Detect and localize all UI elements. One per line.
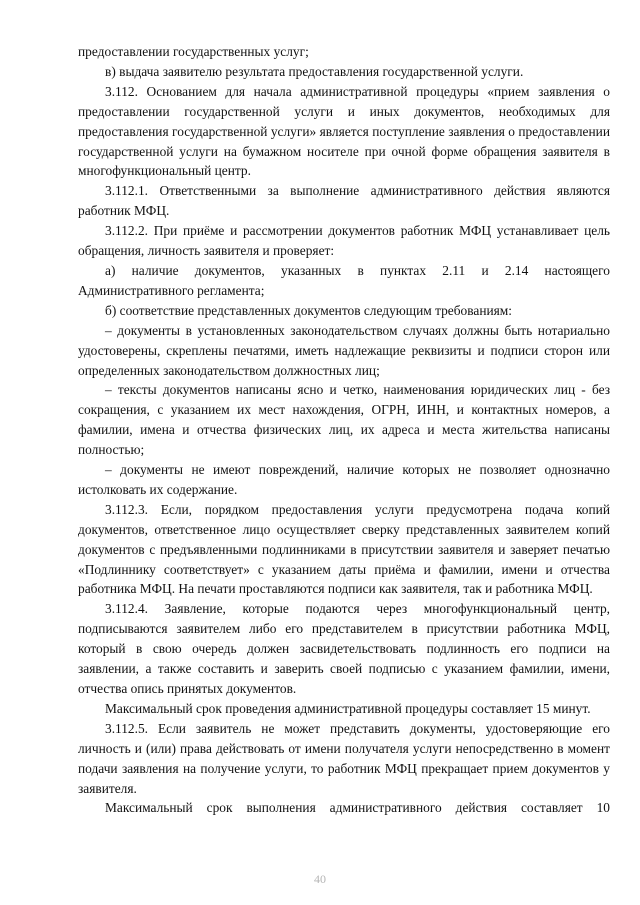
document-body <box>78 42 610 818</box>
paragraph-list-item-a: а) наличие документов, указанных в пунктах 2.11 и 2.14 настоящего Административного регламента; <box>78 262 610 298</box>
paragraph-3-112-1: 3.112.1. Ответственными за выполнение административного действия являются работник МФЦ. <box>78 183 610 219</box>
paragraph-continuation: предоставлении государственных услуг; <box>78 44 309 59</box>
paragraph-3-112-4: 3.112.4. Заявление, которые подаются через многофункциональный центр, подписываются заявителем либо его представителем в присутствии работника МФЦ, который в свою очередь должен засвидетельствовать подлинность его подписи на заявлении, а также составить и заверить своей подписью с указанием фамилии, имени, отчества опись принятых документов. <box>78 601 610 696</box>
paragraph-dash-item-2: – тексты документов написаны ясно и четко, наименования юридических лиц - без сокращения, с указанием их мест нахождения, ОГРН, ИНН, и контактных номеров, а фамилии, имена и отчества физических лиц, их адреса и места жительства написаны полностью; <box>78 382 610 458</box>
paragraph-max-time-10: Максимальный срок выполнения административного действия составляет 10 <box>105 800 610 816</box>
paragraph-dash-item-1: – документы в установленных законодательством случаях должны быть нотариально удостоверены, скреплены печатями, иметь надлежащие реквизиты и подписи сторон или определенных законодательством должностных лиц; <box>78 322 610 378</box>
paragraph-3-112-2: 3.112.2. При приёме и рассмотрении документов работник МФЦ устанавливает цель обращения, личность заявителя и проверяет: <box>78 223 610 259</box>
page-number: 40 <box>314 872 326 886</box>
paragraph-3-112-3: 3.112.3. Если, порядком предоставления услуги предусмотрена подача копий документов, ответственное лицо осуществляет сверку представленных заявителем копий документов с предъявленными подлинниками в присутствии заявителя и заверяет печатью «Подлиннику соответствует» с указанием даты приёма и фамилии, имени и отчества работника МФЦ. На печати проставляются подписи как заявителя, так и работника МФЦ. <box>78 501 610 597</box>
paragraph-dash-item-3: – документы не имеют повреждений, наличие которых не позволяет однозначно истолковать их содержание. <box>78 462 610 497</box>
paragraph-3-112-5: 3.112.5. Если заявитель не может представить документы, удостоверяющие его личность и (или) права действовать от имени получателя услуги непосредственно в момент подачи заявления на получение услуги, то работник МФЦ прекращает прием документов у заявителя. <box>78 720 610 796</box>
paragraph-max-time-15: Максимальный срок проведения административной процедуры составляет 15 минут. <box>105 700 591 716</box>
paragraph-3-112: 3.112. Основанием для начала административной процедуры «прием заявления о предоставлении государственной услуги и иных документов, необходимых для предоставления государственной услуги» является поступление заявления о предоставлении государственной услуги на бумажном носителе при очной форме обращения заявителя в многофункциональный центр. <box>78 83 610 179</box>
paragraph-list-item-v: в) выдача заявителю результата предоставления государственной услуги. <box>105 63 524 79</box>
paragraph-list-item-b: б) соответствие представленных документов следующим требованиям: <box>105 302 513 318</box>
